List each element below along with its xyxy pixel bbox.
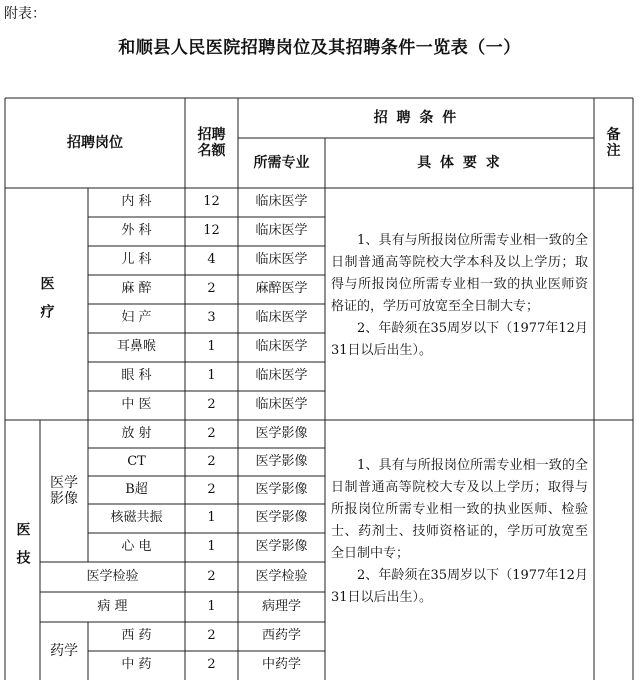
- quota-value: 12: [203, 194, 220, 210]
- quota-value: 1: [207, 510, 216, 526]
- quota-value: 2: [207, 281, 216, 297]
- major-value: 医学影像: [255, 453, 308, 469]
- major-value: 麻醉医学: [255, 281, 308, 297]
- quota-value: 1: [207, 339, 216, 355]
- position-name: B超: [125, 481, 148, 497]
- group-pharmacy: 药学: [50, 642, 78, 659]
- requirements-medical: [325, 230, 594, 362]
- quota-value: 2: [207, 425, 216, 441]
- header-conditions: 招 聘 条 件: [373, 109, 459, 126]
- quota-value: 1: [207, 598, 216, 614]
- page-title: 和顺县人民医院招聘岗位及其招聘条件一览表（一）: [118, 38, 521, 58]
- requirement-paragraph: 1、具有与所报岗位所需专业相一致的全日制普通高等院校大专及以上学历；取得与所报岗位所需专业相一致的执业医师、检验士、药剂士、技师资格证的，学历可放宽至全日制中专；: [331, 458, 588, 561]
- requirements-tech: [325, 455, 594, 609]
- quota-value: 4: [207, 252, 216, 268]
- major-value: 医学影像: [255, 425, 308, 441]
- major-value: 临床医学: [255, 368, 308, 384]
- quota-value: 2: [207, 628, 216, 644]
- quota-value: 3: [207, 310, 216, 326]
- quota-value: 2: [207, 481, 216, 497]
- major-value: 病理学: [261, 598, 301, 614]
- quota-value: 2: [207, 568, 216, 584]
- header-remarks: 备注: [606, 126, 621, 159]
- position-name: 妇 产: [121, 310, 152, 326]
- header-quota: 招聘名额: [197, 126, 226, 159]
- position-name: 核磁共振: [110, 510, 163, 526]
- requirement-paragraph: 2、年龄须在35周岁以下（1977年12月31日以后出生）。: [331, 321, 588, 358]
- major-value: 临床医学: [255, 252, 308, 268]
- major-value: 西药学: [261, 628, 301, 644]
- requirement-paragraph: 1、具有与所报岗位所需专业相一致的全日制普通高等院校大学本科及以上学历；取得与所报岗位所需专业相一致的执业医师资格证的，学历可放宽至全日制大专；: [331, 233, 588, 314]
- quota-value: 2: [207, 397, 216, 413]
- attachment-label: 附表：: [4, 6, 46, 22]
- major-value: 医学检验: [255, 568, 308, 584]
- major-value: 临床医学: [255, 397, 308, 413]
- quota-value: 2: [207, 453, 216, 469]
- position-name: 外 科: [121, 223, 152, 239]
- major-value: 临床医学: [255, 194, 308, 210]
- quota-value: 1: [207, 539, 216, 555]
- position-name: 麻 醉: [121, 281, 152, 297]
- position-name: 中 药: [121, 657, 152, 673]
- position-name: 儿 科: [121, 252, 152, 268]
- major-value: 临床医学: [255, 223, 308, 239]
- group-tech-label: 医技: [14, 522, 31, 578]
- position-name: 眼 科: [121, 368, 152, 384]
- position-name: 放 射: [121, 425, 152, 441]
- position-name: 西 药: [121, 628, 152, 644]
- position-name: 心 电: [121, 539, 152, 555]
- position-name: 耳鼻喉: [116, 339, 156, 355]
- header-position: 招聘岗位: [67, 134, 123, 151]
- position-name: 医学检验: [86, 568, 139, 584]
- quota-value: 2: [207, 657, 216, 673]
- header-major: 所需专业: [253, 154, 310, 171]
- major-value: 医学影像: [255, 481, 308, 497]
- position-name: 内 科: [121, 194, 152, 210]
- group-medical-label: 医疗: [38, 276, 55, 332]
- position-name: 中 医: [121, 397, 152, 413]
- position-name: CT: [127, 453, 146, 469]
- quota-value: 1: [207, 368, 216, 384]
- group-medical: [5, 188, 88, 420]
- group-tech: [5, 420, 40, 680]
- position-name: 病 理: [97, 598, 128, 614]
- quota-value: 12: [203, 223, 220, 239]
- major-value: 中药学: [261, 657, 301, 673]
- requirement-paragraph: 2、年龄须在35周岁以下（1977年12月31日以后出生）。: [331, 568, 588, 605]
- major-value: 医学影像: [255, 539, 308, 555]
- header-requirements: 具 体 要 求: [417, 154, 502, 171]
- major-value: 临床医学: [255, 339, 308, 355]
- major-value: 临床医学: [255, 310, 308, 326]
- major-value: 医学影像: [255, 510, 308, 526]
- group-imaging: 医学影像: [50, 474, 78, 507]
